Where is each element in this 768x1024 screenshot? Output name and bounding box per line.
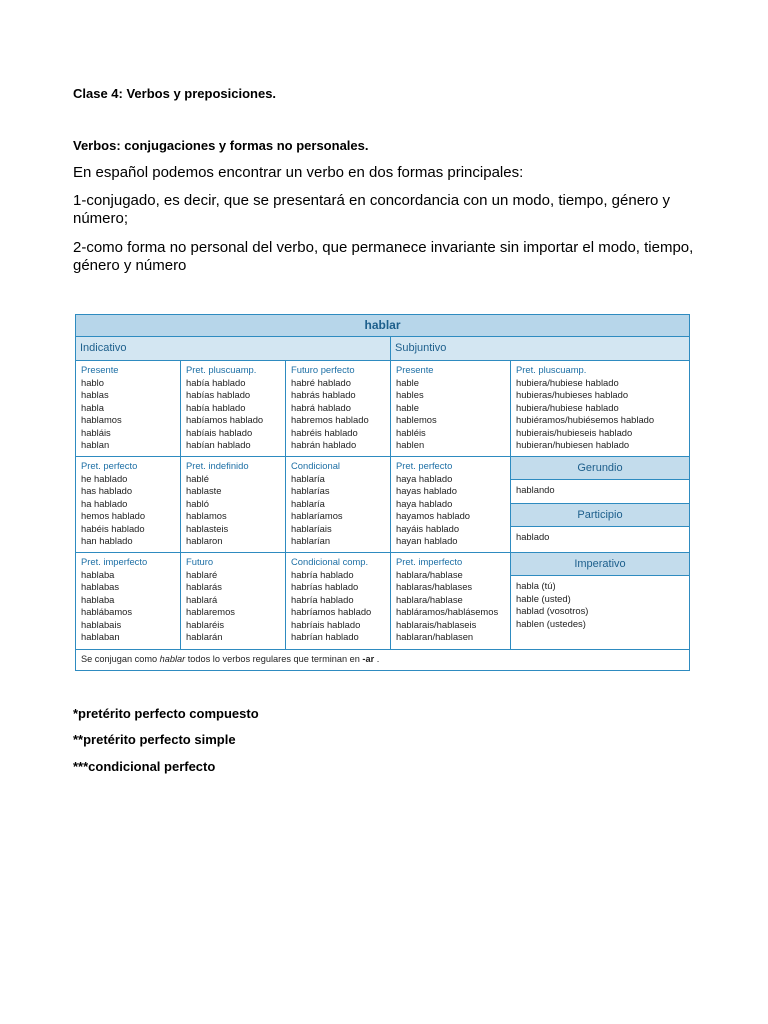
verb-form: hayamos hablado [396, 510, 471, 521]
verb-form: habías hablado [186, 389, 251, 400]
verb-form: hablaréis [186, 618, 225, 630]
tense-cell [76, 457, 181, 553]
tense-cell [181, 361, 286, 457]
tense-label: Presente [396, 364, 434, 375]
table-footer-note [76, 650, 689, 670]
verb-form: haya hablado [396, 497, 453, 509]
verb-form: hable [396, 401, 419, 413]
tense-label: Condicional comp. [291, 556, 369, 567]
verb-form: habríamos hablado [291, 606, 372, 617]
conjugation-table [75, 314, 690, 671]
tense-cell [391, 361, 511, 457]
verb-form: hablabas [81, 581, 120, 592]
verb-form: habléis [396, 426, 426, 438]
tense-label: Presente [81, 364, 119, 375]
verb-form: habrán hablado [291, 439, 357, 450]
verb-form: habla [81, 401, 104, 413]
tense-cell [76, 553, 181, 650]
tense-cell [76, 361, 181, 457]
verb-form: hablaré [186, 568, 218, 580]
verb-form: habré hablado [291, 376, 351, 388]
verb-form: hablará [186, 593, 218, 605]
tense-label: Futuro [186, 556, 214, 567]
footer-text: Se conjugan como [81, 654, 160, 664]
verb-form: hablasteis [186, 522, 229, 534]
footer-ending: -ar [362, 654, 375, 664]
verb-form: hablé [186, 472, 209, 484]
verb-form: hablaba [81, 568, 115, 580]
indicativo-header: Indicativo [76, 337, 391, 361]
verb-form: habíais hablado [186, 426, 253, 438]
imperativo-form: habla (tú) [516, 580, 556, 591]
verb-form: hayan hablado [396, 535, 458, 546]
verb-form: hablaran/hablasen [396, 631, 474, 642]
footnote: *pretérito perfecto compuesto [73, 706, 259, 721]
tense-cell [286, 457, 391, 553]
verb-form: ha hablado [81, 497, 128, 509]
verb-form: hablemos [396, 414, 437, 425]
tense-cell [511, 361, 689, 457]
verb-form: habrá hablado [291, 401, 351, 413]
verb-form: hablara/hablase [396, 568, 463, 580]
tense-cell [181, 457, 286, 553]
subjuntivo-header: Subjuntivo [391, 337, 689, 361]
verb-form: habríais hablado [291, 618, 361, 630]
verb-form: hablaras/hablases [396, 581, 473, 592]
verb-form: hubierais/hubieseis hablado [516, 426, 633, 438]
verb-form: había hablado [186, 376, 246, 388]
tense-cell [181, 553, 286, 650]
tense-label: Pret. perfecto [396, 460, 453, 471]
footnote: **pretérito perfecto simple [73, 732, 236, 747]
verb-form: hubieras/hubieses hablado [516, 389, 629, 400]
verb-form: hablaría [291, 497, 325, 509]
verb-form: habrás hablado [291, 389, 356, 400]
verb-form: habremos hablado [291, 414, 369, 425]
verb-form: hubieran/hubiesen hablado [516, 439, 630, 450]
verb-form: hablen [396, 439, 425, 450]
footer-text: todos lo verbos regulares que terminan en [185, 654, 363, 664]
verb-form: haya hablado [396, 472, 453, 484]
verb-form: habló [186, 497, 209, 509]
verb-form: hablabais [81, 618, 122, 630]
tense-label: Futuro perfecto [291, 364, 355, 375]
verb-form: hablaríamos [291, 510, 343, 521]
tense-label: Pret. imperfecto [81, 556, 148, 567]
verb-form: hablamos [81, 414, 122, 425]
table-verb-header: hablar [76, 315, 689, 337]
verb-form: hablarás [186, 581, 222, 592]
verb-form: hablaban [81, 631, 120, 642]
verb-form: hablaron [186, 535, 223, 546]
point-two-paragraph: 2-como forma no personal del verbo, que permanece invariante sin importar el modo, tiempo, género y número [73, 239, 694, 274]
imperativo-form: hablen (ustedes) [516, 617, 586, 629]
participio-header: Participio [511, 504, 689, 527]
verb-form: has hablado [81, 485, 133, 496]
verb-form: han hablado [81, 535, 133, 546]
verb-form: hablas [81, 389, 109, 400]
gerundio-value [511, 480, 689, 504]
verb-form: hayáis hablado [396, 522, 460, 534]
verb-form: hubiera/hubiese hablado [516, 401, 619, 413]
verb-form: hablaríais [291, 522, 332, 534]
verb-form: habláis [81, 426, 111, 438]
imperativo-header: Imperativo [511, 553, 689, 576]
tense-label: Pret. perfecto [81, 460, 138, 471]
participio-form: hablado [516, 531, 550, 542]
tense-label: Pret. pluscuamp. [516, 364, 587, 375]
verb-form: hablaste [186, 485, 222, 496]
verb-form: hablarais/hablaseis [396, 618, 477, 630]
verb-form: hablaría [291, 472, 325, 484]
verb-form: hablo [81, 376, 104, 388]
verb-form: hable [396, 376, 419, 388]
point-one-paragraph: 1-conjugado, es decir, que se presentará en concordancia con un modo, tiempo, género y número; [73, 192, 671, 227]
verb-form: hablamos [186, 510, 227, 521]
tense-cell [286, 553, 391, 650]
verb-form: habrías hablado [291, 581, 359, 592]
verb-form: hablaba [81, 593, 115, 605]
tense-cell [286, 361, 391, 457]
verb-form: hablan [81, 439, 110, 450]
gerundio-header: Gerundio [511, 457, 689, 480]
participio-value [511, 527, 689, 553]
footnote: ***condicional perfecto [73, 759, 216, 774]
tense-label: Pret. pluscuamp. [186, 364, 257, 375]
footer-verb: hablar [159, 654, 186, 664]
verb-form: habían hablado [186, 439, 251, 450]
verb-form: hubiera/hubiese hablado [516, 376, 619, 388]
tense-cell [391, 457, 511, 553]
verb-form: hablarías [291, 485, 330, 496]
verb-form: hablábamos [81, 606, 133, 617]
verb-form: hablarían [291, 535, 331, 546]
tense-label: Pret. indefinido [186, 460, 249, 471]
verb-form: hablaremos [186, 606, 235, 617]
tense-label: Pret. imperfecto [396, 556, 463, 567]
verb-form: hables [396, 389, 424, 400]
verb-form: había hablado [186, 401, 246, 413]
tense-cell [391, 553, 511, 650]
verb-form: habría hablado [291, 568, 354, 580]
verb-form: habláramos/hablásemos [396, 606, 499, 617]
verb-form: he hablado [81, 472, 128, 484]
verb-form: hemos hablado [81, 510, 146, 521]
verb-form: habéis hablado [81, 522, 145, 534]
tense-label: Condicional [291, 460, 340, 471]
section-heading: Verbos: conjugaciones y formas no personales. [73, 138, 369, 153]
imperativo-form: hable (usted) [516, 592, 571, 604]
intro-paragraph: En español podemos encontrar un verbo en dos formas principales: [73, 164, 524, 181]
page-title: Clase 4: Verbos y preposiciones. [73, 86, 277, 101]
verb-form: hablarán [186, 631, 223, 642]
gerundio-form: hablando [516, 484, 555, 495]
verb-form: habíamos hablado [186, 414, 264, 425]
footer-text: . [374, 654, 380, 664]
verb-form: habría hablado [291, 593, 354, 605]
verb-form: habrían hablado [291, 631, 359, 642]
verb-form: hablara/hablase [396, 593, 463, 605]
imperativo-form: hablad (vosotros) [516, 605, 589, 616]
verb-form: hayas hablado [396, 485, 457, 496]
verb-form: habréis hablado [291, 426, 358, 438]
verb-form: hubiéramos/hubiésemos hablado [516, 414, 655, 425]
imperativo-value [511, 576, 689, 650]
